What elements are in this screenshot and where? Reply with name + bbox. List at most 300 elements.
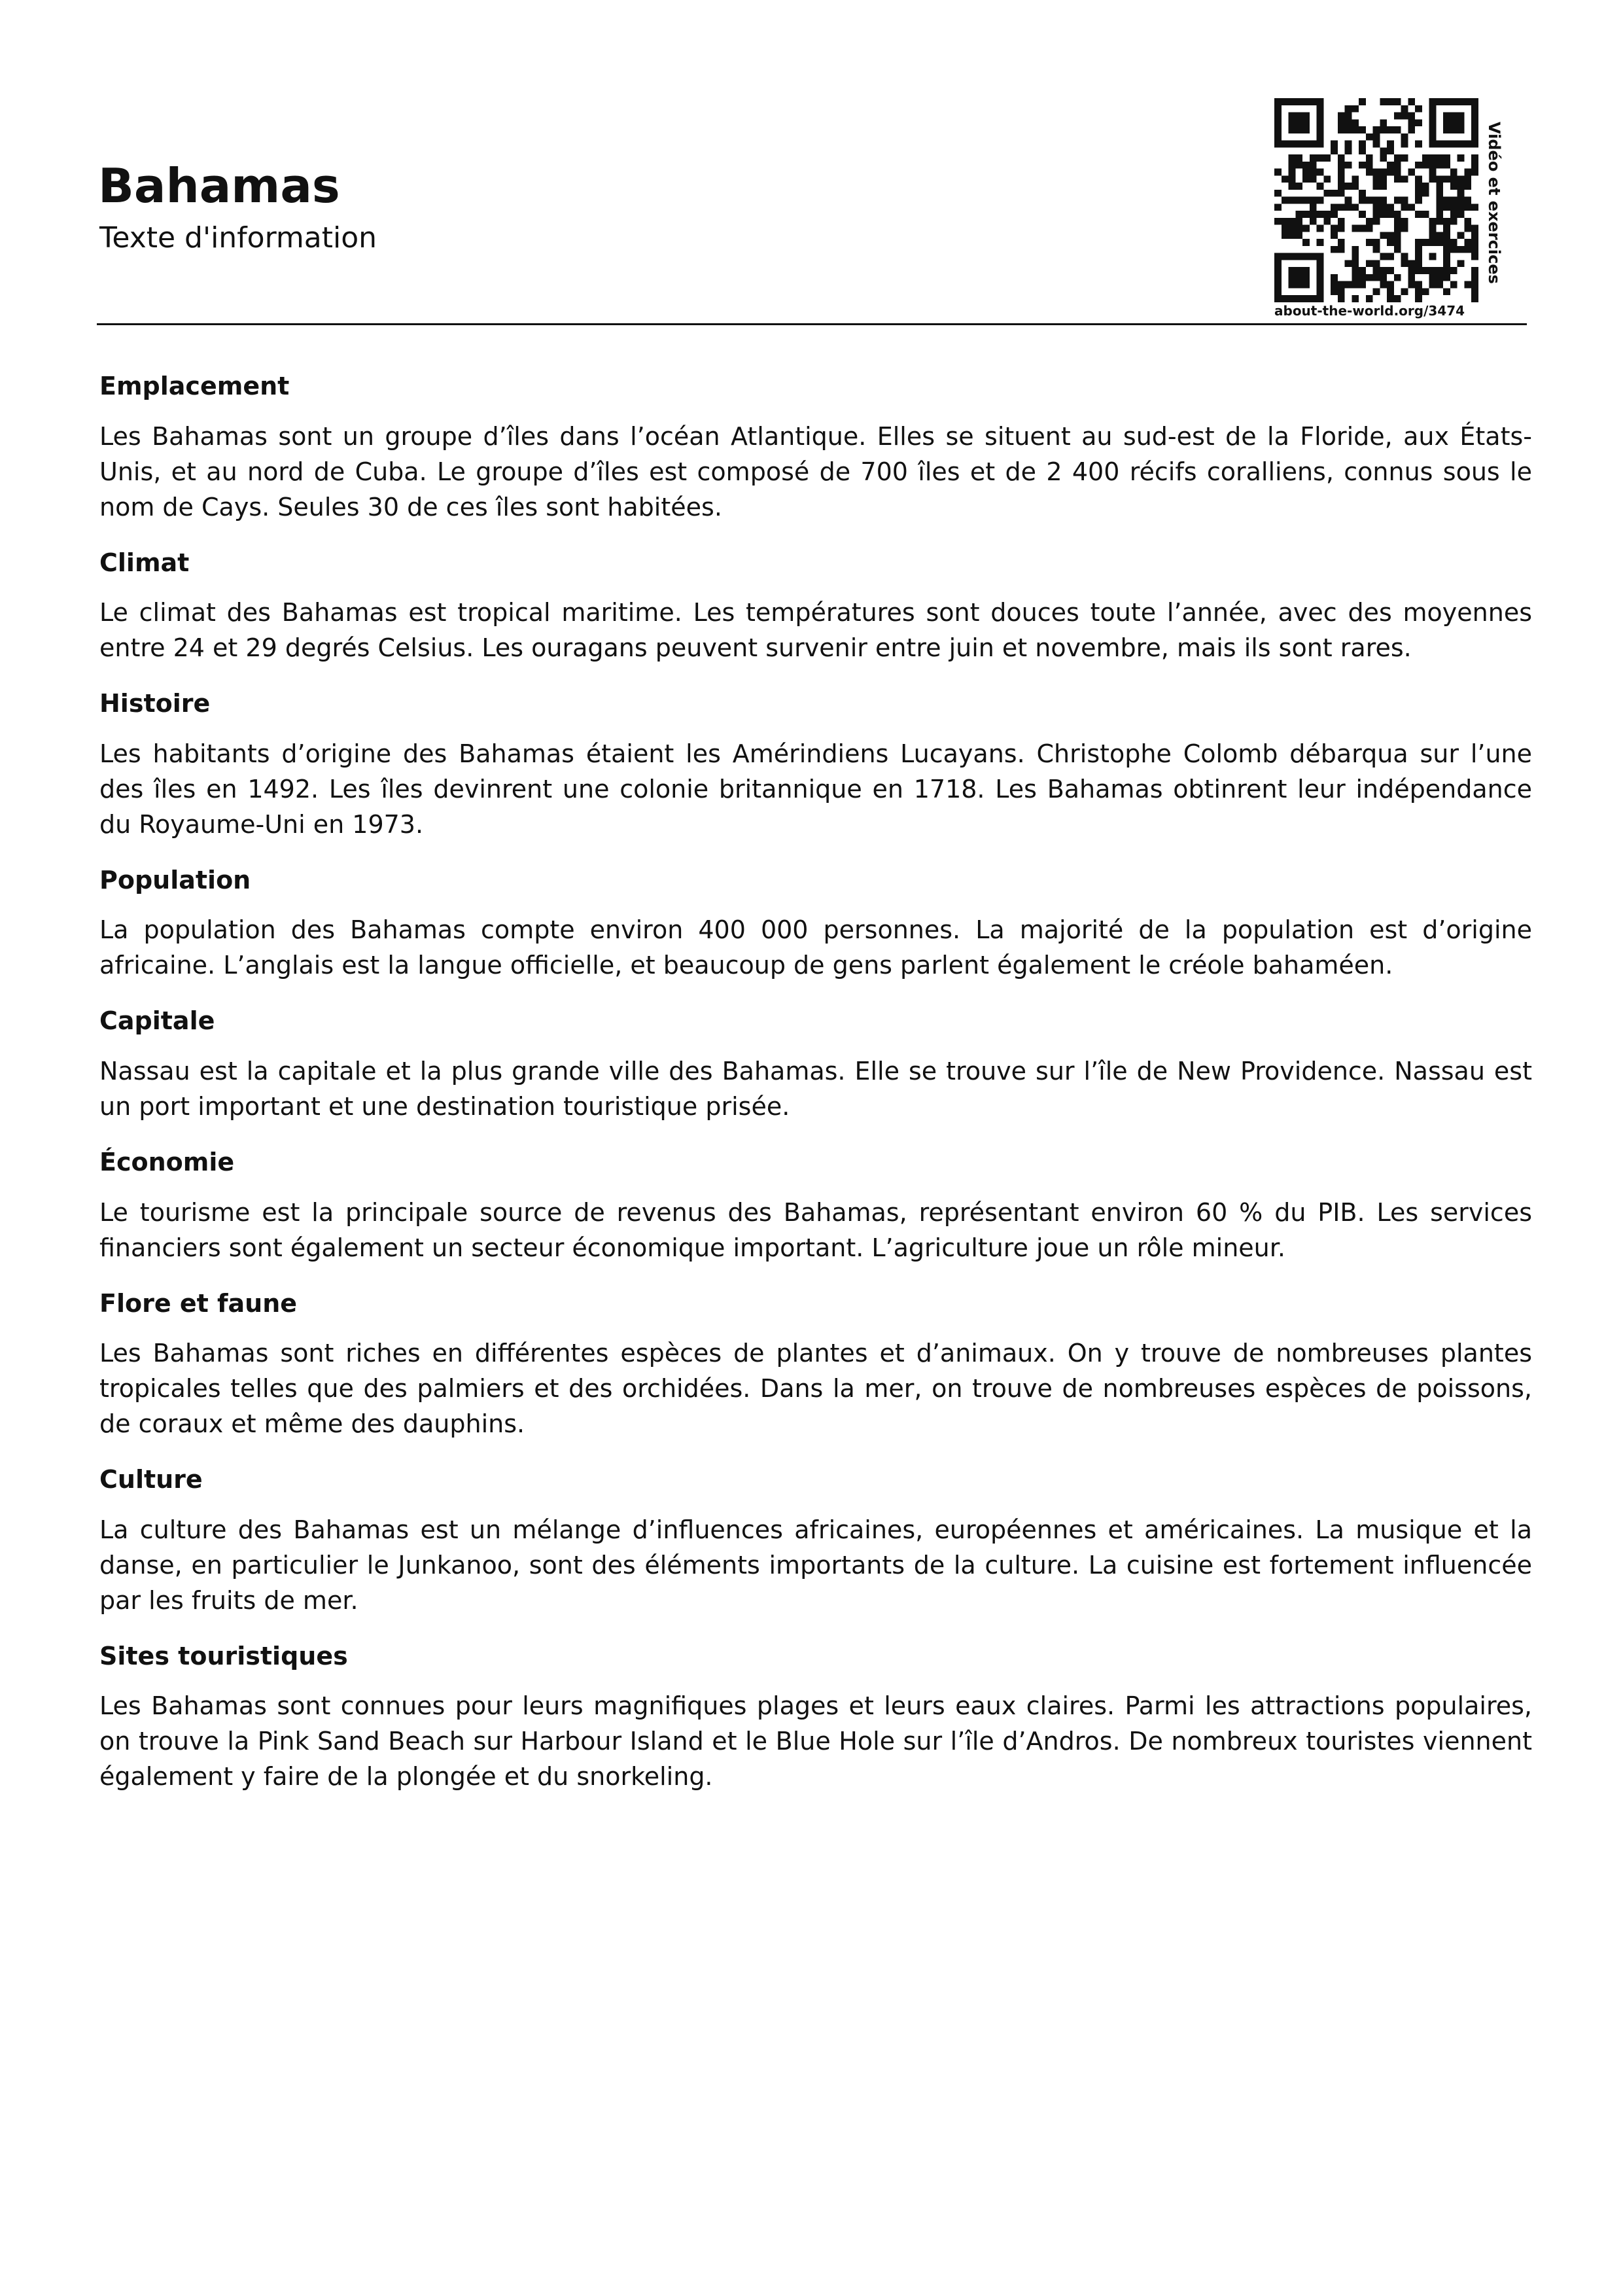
qr-module: [1443, 239, 1450, 246]
qr-module: [1345, 197, 1352, 204]
section-sites-touristiques: [99, 1642, 1532, 1795]
qr-module: [1310, 169, 1317, 176]
qr-module: [1289, 98, 1296, 105]
qr-module: [1401, 113, 1408, 120]
qr-module: [1317, 295, 1324, 302]
qr-module: [1450, 183, 1457, 190]
qr-module: [1415, 288, 1422, 295]
qr-module: [1289, 225, 1296, 232]
qr-module: [1387, 203, 1394, 211]
qr-module: [1289, 119, 1296, 126]
qr-module: [1380, 232, 1387, 239]
qr-module: [1415, 119, 1422, 126]
qr-module: [1295, 225, 1302, 232]
qr-module: [1373, 267, 1380, 274]
qr-module: [1345, 183, 1352, 190]
qr-module: [1457, 183, 1465, 190]
qr-module: [1289, 218, 1296, 225]
qr-module: [1366, 218, 1373, 225]
qr-module: [1443, 288, 1450, 295]
qr-module: [1380, 274, 1387, 281]
qr-module: [1295, 274, 1302, 281]
qr-module: [1471, 113, 1478, 120]
qr-module: [1387, 211, 1394, 218]
qr-module: [1429, 253, 1437, 260]
qr-module: [1373, 175, 1380, 183]
qr-module: [1323, 218, 1331, 225]
qr-module: [1464, 197, 1471, 204]
qr-module: [1415, 239, 1422, 246]
qr-module: [1310, 98, 1317, 105]
page-subtitle: Texte d'information: [99, 221, 377, 255]
qr-module: [1457, 98, 1465, 105]
qr-module: [1471, 162, 1478, 169]
qr-module: [1323, 211, 1331, 218]
qr-module: [1471, 295, 1478, 302]
qr-module: [1345, 126, 1352, 133]
qr-module: [1331, 211, 1338, 218]
qr-module: [1352, 175, 1359, 183]
section-text: Nassau est la capitale et la plus grande ville des Bahamas. Elle se trouve sur l’île de New Providence. Nassau est un port important et une destination touristique prisée.: [99, 1056, 1532, 1121]
qr-module: [1338, 281, 1345, 289]
qr-module: [1289, 154, 1296, 162]
qr-module: [1429, 281, 1437, 289]
qr-module: [1443, 141, 1450, 148]
qr-module: [1471, 253, 1478, 260]
qr-module: [1471, 154, 1478, 162]
qr-module: [1415, 281, 1422, 289]
section-heading: Capitale: [99, 1006, 215, 1036]
qr-module: [1436, 197, 1443, 204]
qr-module: [1302, 98, 1310, 105]
qr-module: [1443, 197, 1450, 204]
qr-module: [1289, 162, 1296, 169]
qr-module: [1394, 232, 1401, 239]
qr-module: [1394, 239, 1401, 246]
section-text: La population des Bahamas compte environ 400 000 personnes. La majorité de la population est d’origine africaine. L’anglais est la langue officielle, et beaucoup de gens parlent également le créole bahaméen.: [99, 915, 1532, 980]
qr-module: [1289, 183, 1296, 190]
qr-module: [1471, 169, 1478, 176]
qr-module: [1394, 154, 1401, 162]
qr-module: [1302, 274, 1310, 281]
qr-module: [1415, 246, 1422, 253]
page-title: Bahamas: [98, 158, 340, 213]
qr-module: [1338, 169, 1345, 176]
qr-module: [1359, 98, 1366, 105]
qr-module: [1422, 162, 1429, 169]
qr-module: [1331, 232, 1338, 239]
qr-module: [1366, 169, 1373, 176]
section-economie: [99, 1148, 1532, 1265]
qr-module: [1345, 113, 1352, 120]
qr-module: [1380, 126, 1387, 133]
qr-module: [1415, 253, 1422, 260]
section-text: Le climat des Bahamas est tropical maritime. Les températures sont douces toute l’année, avec des moyennes entre 24 et 29 degrés Celsius. Les ouragans peuvent survenir entre juin et novembre, mais ils sont rares.: [99, 598, 1532, 663]
qr-module: [1380, 281, 1387, 289]
qr-module: [1380, 175, 1387, 183]
qr-module: [1429, 274, 1437, 281]
qr-module: [1295, 267, 1302, 274]
qr-module: [1380, 211, 1387, 218]
qr-module: [1415, 190, 1422, 197]
qr-module: [1295, 141, 1302, 148]
qr-module: [1401, 133, 1408, 141]
qr-module: [1387, 295, 1394, 302]
qr-module: [1289, 197, 1296, 204]
qr-module: [1317, 126, 1324, 133]
qr-module: [1429, 119, 1437, 126]
section-heading: Population: [99, 865, 251, 894]
qr-module: [1457, 126, 1465, 133]
qr-module: [1302, 267, 1310, 274]
qr-module: [1408, 113, 1415, 120]
qr-module: [1457, 211, 1465, 218]
qr-module: [1295, 119, 1302, 126]
qr-module: [1274, 218, 1282, 225]
qr-module: [1401, 197, 1408, 204]
qr-module: [1310, 175, 1317, 183]
qr-module: [1415, 211, 1422, 218]
qr-module: [1380, 203, 1387, 211]
qr-module: [1338, 154, 1345, 162]
qr-module: [1429, 141, 1437, 148]
qr-module: [1345, 260, 1352, 267]
qr-module: [1387, 281, 1394, 289]
qr-module: [1401, 218, 1408, 225]
qr-module: [1443, 260, 1450, 267]
qr-module: [1394, 197, 1401, 204]
qr-module: [1401, 260, 1408, 267]
qr-module: [1331, 203, 1338, 211]
qr-module: [1471, 141, 1478, 148]
qr-module: [1317, 154, 1324, 162]
qr-module: [1274, 98, 1282, 105]
qr-module: [1401, 141, 1408, 148]
qr-module: [1317, 274, 1324, 281]
qr-module: [1408, 203, 1415, 211]
qr-module: [1457, 246, 1465, 253]
qr-module: [1387, 98, 1394, 105]
section-population: [99, 866, 1532, 983]
qr-module: [1359, 190, 1366, 197]
qr-module: [1366, 162, 1373, 169]
qr-module: [1274, 260, 1282, 267]
qr-module: [1401, 105, 1408, 113]
qr-module: [1317, 133, 1324, 141]
qr-module: [1302, 197, 1310, 204]
qr-module: [1310, 253, 1317, 260]
qr-module: [1471, 119, 1478, 126]
qr-module: [1443, 98, 1450, 105]
qr-module: [1274, 113, 1282, 120]
qr-module: [1387, 169, 1394, 176]
qr-module: [1401, 288, 1408, 295]
qr-module: [1457, 175, 1465, 183]
qr-module: [1310, 203, 1317, 211]
qr-module: [1422, 183, 1429, 190]
qr-module: [1415, 105, 1422, 113]
qr-module: [1317, 225, 1324, 232]
section-flore-faune: [99, 1289, 1532, 1442]
section-text: Les habitants d’origine des Bahamas étaient les Amérindiens Lucayans. Christophe Colomb débarqua sur l’une des îles en 1492. Les îles devinrent une colonie britannique en 1718. Les Bahamas obtinrent leur indépendance du Royaume-Uni en 1973.: [99, 739, 1532, 839]
qr-module: [1436, 218, 1443, 225]
qr-module: [1331, 281, 1338, 289]
qr-module: [1274, 253, 1282, 260]
qr-module: [1450, 98, 1457, 105]
qr-module: [1359, 147, 1366, 154]
qr-module: [1302, 119, 1310, 126]
qr-module: [1310, 141, 1317, 148]
qr-module: [1317, 119, 1324, 126]
qr-module: [1436, 141, 1443, 148]
qr-module: [1380, 197, 1387, 204]
qr-module: [1380, 147, 1387, 154]
qr-module: [1429, 113, 1437, 120]
qr-module: [1310, 162, 1317, 169]
qr-module: [1282, 218, 1289, 225]
qr-module: [1274, 203, 1282, 211]
qr-module: [1366, 225, 1373, 232]
qr-module: [1317, 113, 1324, 120]
qr-module: [1380, 169, 1387, 176]
qr-module: [1443, 225, 1450, 232]
section-text: La culture des Bahamas est un mélange d’influences africaines, européennes et américaines. La musique et la danse, en particulier le Junkanoo, sont des éléments importants de la culture. La cuisine est fortement influencée par les fruits de mer.: [99, 1515, 1532, 1615]
qr-url-link[interactable]: about-the-world.org/3474: [1274, 303, 1465, 319]
qr-module: [1373, 141, 1380, 148]
qr-module: [1408, 98, 1415, 105]
qr-module: [1415, 183, 1422, 190]
qr-module: [1302, 239, 1310, 246]
qr-module: [1302, 253, 1310, 260]
qr-module: [1373, 203, 1380, 211]
section-climat: [99, 548, 1532, 666]
qr-module: [1295, 295, 1302, 302]
section-heading: Culture: [99, 1465, 203, 1494]
qr-module: [1401, 225, 1408, 232]
qr-module: [1436, 203, 1443, 211]
qr-module: [1394, 274, 1401, 281]
qr-module: [1310, 295, 1317, 302]
qr-module: [1373, 274, 1380, 281]
qr-module: [1408, 274, 1415, 281]
qr-module: [1274, 288, 1282, 295]
qr-module: [1331, 225, 1338, 232]
qr-module: [1352, 119, 1359, 126]
qr-module: [1415, 162, 1422, 169]
qr-module: [1394, 246, 1401, 253]
qr-module: [1359, 197, 1366, 204]
qr-module: [1471, 239, 1478, 246]
qr-module: [1331, 141, 1338, 148]
qr-module: [1352, 126, 1359, 133]
qr-module: [1302, 211, 1310, 218]
qr-module: [1317, 267, 1324, 274]
qr-module: [1408, 126, 1415, 133]
qr-module: [1464, 281, 1471, 289]
qr-module: [1464, 203, 1471, 211]
qr-module: [1282, 175, 1289, 183]
qr-module: [1345, 119, 1352, 126]
qr-module: [1471, 203, 1478, 211]
qr-module: [1450, 169, 1457, 176]
qr-module: [1464, 169, 1471, 176]
qr-module: [1436, 281, 1443, 289]
qr-module: [1415, 267, 1422, 274]
qr-module: [1352, 267, 1359, 274]
qr-module: [1289, 169, 1296, 176]
qr-module: [1387, 253, 1394, 260]
qr-module: [1429, 239, 1437, 246]
qr-module: [1415, 260, 1422, 267]
qr-module: [1317, 288, 1324, 295]
section-heading: Flore et faune: [99, 1288, 298, 1318]
qr-module: [1436, 183, 1443, 190]
qr-module: [1415, 175, 1422, 183]
qr-module: [1310, 197, 1317, 204]
qr-module: [1352, 253, 1359, 260]
qr-module: [1450, 113, 1457, 120]
qr-module: [1274, 141, 1282, 148]
qr-module: [1317, 197, 1324, 204]
qr-module: [1274, 119, 1282, 126]
qr-module: [1338, 218, 1345, 225]
qr-module: [1282, 141, 1289, 148]
qr-module: [1443, 232, 1450, 239]
section-text: Les Bahamas sont un groupe d’îles dans l’océan Atlantique. Elles se situent au sud-est de la Floride, aux États-Unis, et au nord de Cuba. Le groupe d’îles est composé de 700 îles et de 2 400 récifs coralliens, connus sous le nom de Cays. Seules 30 de ces îles sont habitées.: [99, 421, 1532, 521]
qr-module: [1422, 239, 1429, 246]
qr-module: [1436, 162, 1443, 169]
qr-module: [1443, 274, 1450, 281]
qr-module: [1429, 154, 1437, 162]
qr-module: [1302, 162, 1310, 169]
qr-module: [1373, 126, 1380, 133]
qr-module: [1457, 232, 1465, 239]
qr-module: [1289, 295, 1296, 302]
qr-module: [1464, 246, 1471, 253]
qr-module: [1366, 154, 1373, 162]
section-heading: Sites touristiques: [99, 1641, 348, 1670]
qr-module: [1429, 105, 1437, 113]
section-heading: Climat: [99, 548, 190, 577]
qr-module: [1450, 267, 1457, 274]
qr-module: [1282, 225, 1289, 232]
qr-module: [1282, 197, 1289, 204]
qr-module: [1415, 141, 1422, 148]
qr-module: [1274, 105, 1282, 113]
qr-module: [1338, 162, 1345, 169]
qr-module: [1464, 141, 1471, 148]
qr-module: [1282, 98, 1289, 105]
qr-module: [1352, 225, 1359, 232]
qr-module: [1443, 113, 1450, 120]
qr-code-icon[interactable]: [1274, 98, 1478, 302]
qr-module: [1295, 281, 1302, 289]
qr-module: [1338, 113, 1345, 120]
qr-module: [1436, 232, 1443, 239]
qr-module: [1295, 154, 1302, 162]
qr-module: [1359, 225, 1366, 232]
qr-module: [1317, 239, 1324, 246]
qr-module: [1415, 295, 1422, 302]
qr-module: [1380, 119, 1387, 126]
qr-module: [1450, 197, 1457, 204]
qr-module: [1436, 274, 1443, 281]
qr-module: [1317, 105, 1324, 113]
qr-module: [1380, 253, 1387, 260]
qr-module: [1282, 295, 1289, 302]
qr-module: [1380, 98, 1387, 105]
qr-module: [1366, 260, 1373, 267]
qr-module: [1295, 183, 1302, 190]
article-body: [99, 372, 1532, 1818]
qr-module: [1450, 211, 1457, 218]
qr-module: [1394, 98, 1401, 105]
qr-module: [1352, 260, 1359, 267]
qr-module: [1295, 211, 1302, 218]
qr-module: [1464, 239, 1471, 246]
qr-module: [1373, 211, 1380, 218]
qr-module: [1429, 133, 1437, 141]
qr-module: [1323, 190, 1331, 197]
qr-module: [1274, 274, 1282, 281]
qr-module: [1422, 154, 1429, 162]
qr-module: [1352, 295, 1359, 302]
qr-module: [1429, 126, 1437, 133]
qr-module: [1429, 169, 1437, 176]
qr-module: [1338, 225, 1345, 232]
section-culture: [99, 1465, 1532, 1618]
qr-module: [1302, 113, 1310, 120]
qr-module: [1338, 119, 1345, 126]
qr-module: [1450, 246, 1457, 253]
qr-module: [1359, 281, 1366, 289]
qr-module: [1373, 288, 1380, 295]
qr-module: [1394, 295, 1401, 302]
qr-module: [1394, 218, 1401, 225]
qr-module: [1282, 232, 1289, 239]
qr-module: [1457, 119, 1465, 126]
qr-module: [1457, 190, 1465, 197]
qr-module: [1471, 288, 1478, 295]
qr-module: [1443, 246, 1450, 253]
qr-module: [1387, 141, 1394, 148]
qr-module: [1401, 154, 1408, 162]
qr-module: [1359, 126, 1366, 133]
qr-module: [1345, 203, 1352, 211]
qr-module: [1310, 211, 1317, 218]
section-histoire: [99, 689, 1532, 842]
qr-module: [1436, 154, 1443, 162]
qr-module: [1345, 147, 1352, 154]
qr-module: [1274, 169, 1282, 176]
qr-module: [1394, 126, 1401, 133]
qr-module: [1338, 246, 1345, 253]
qr-module: [1274, 295, 1282, 302]
qr-module: [1443, 267, 1450, 274]
qr-module: [1408, 119, 1415, 126]
qr-module: [1408, 169, 1415, 176]
qr-module: [1443, 203, 1450, 211]
qr-module: [1380, 154, 1387, 162]
qr-module: [1422, 211, 1429, 218]
qr-module: [1457, 197, 1465, 204]
video-exercises-label: Vidéo et exercices: [1485, 122, 1503, 284]
qr-module: [1338, 295, 1345, 302]
qr-module: [1415, 197, 1422, 204]
qr-module: [1295, 232, 1302, 239]
qr-module: [1464, 225, 1471, 232]
qr-module: [1436, 98, 1443, 105]
